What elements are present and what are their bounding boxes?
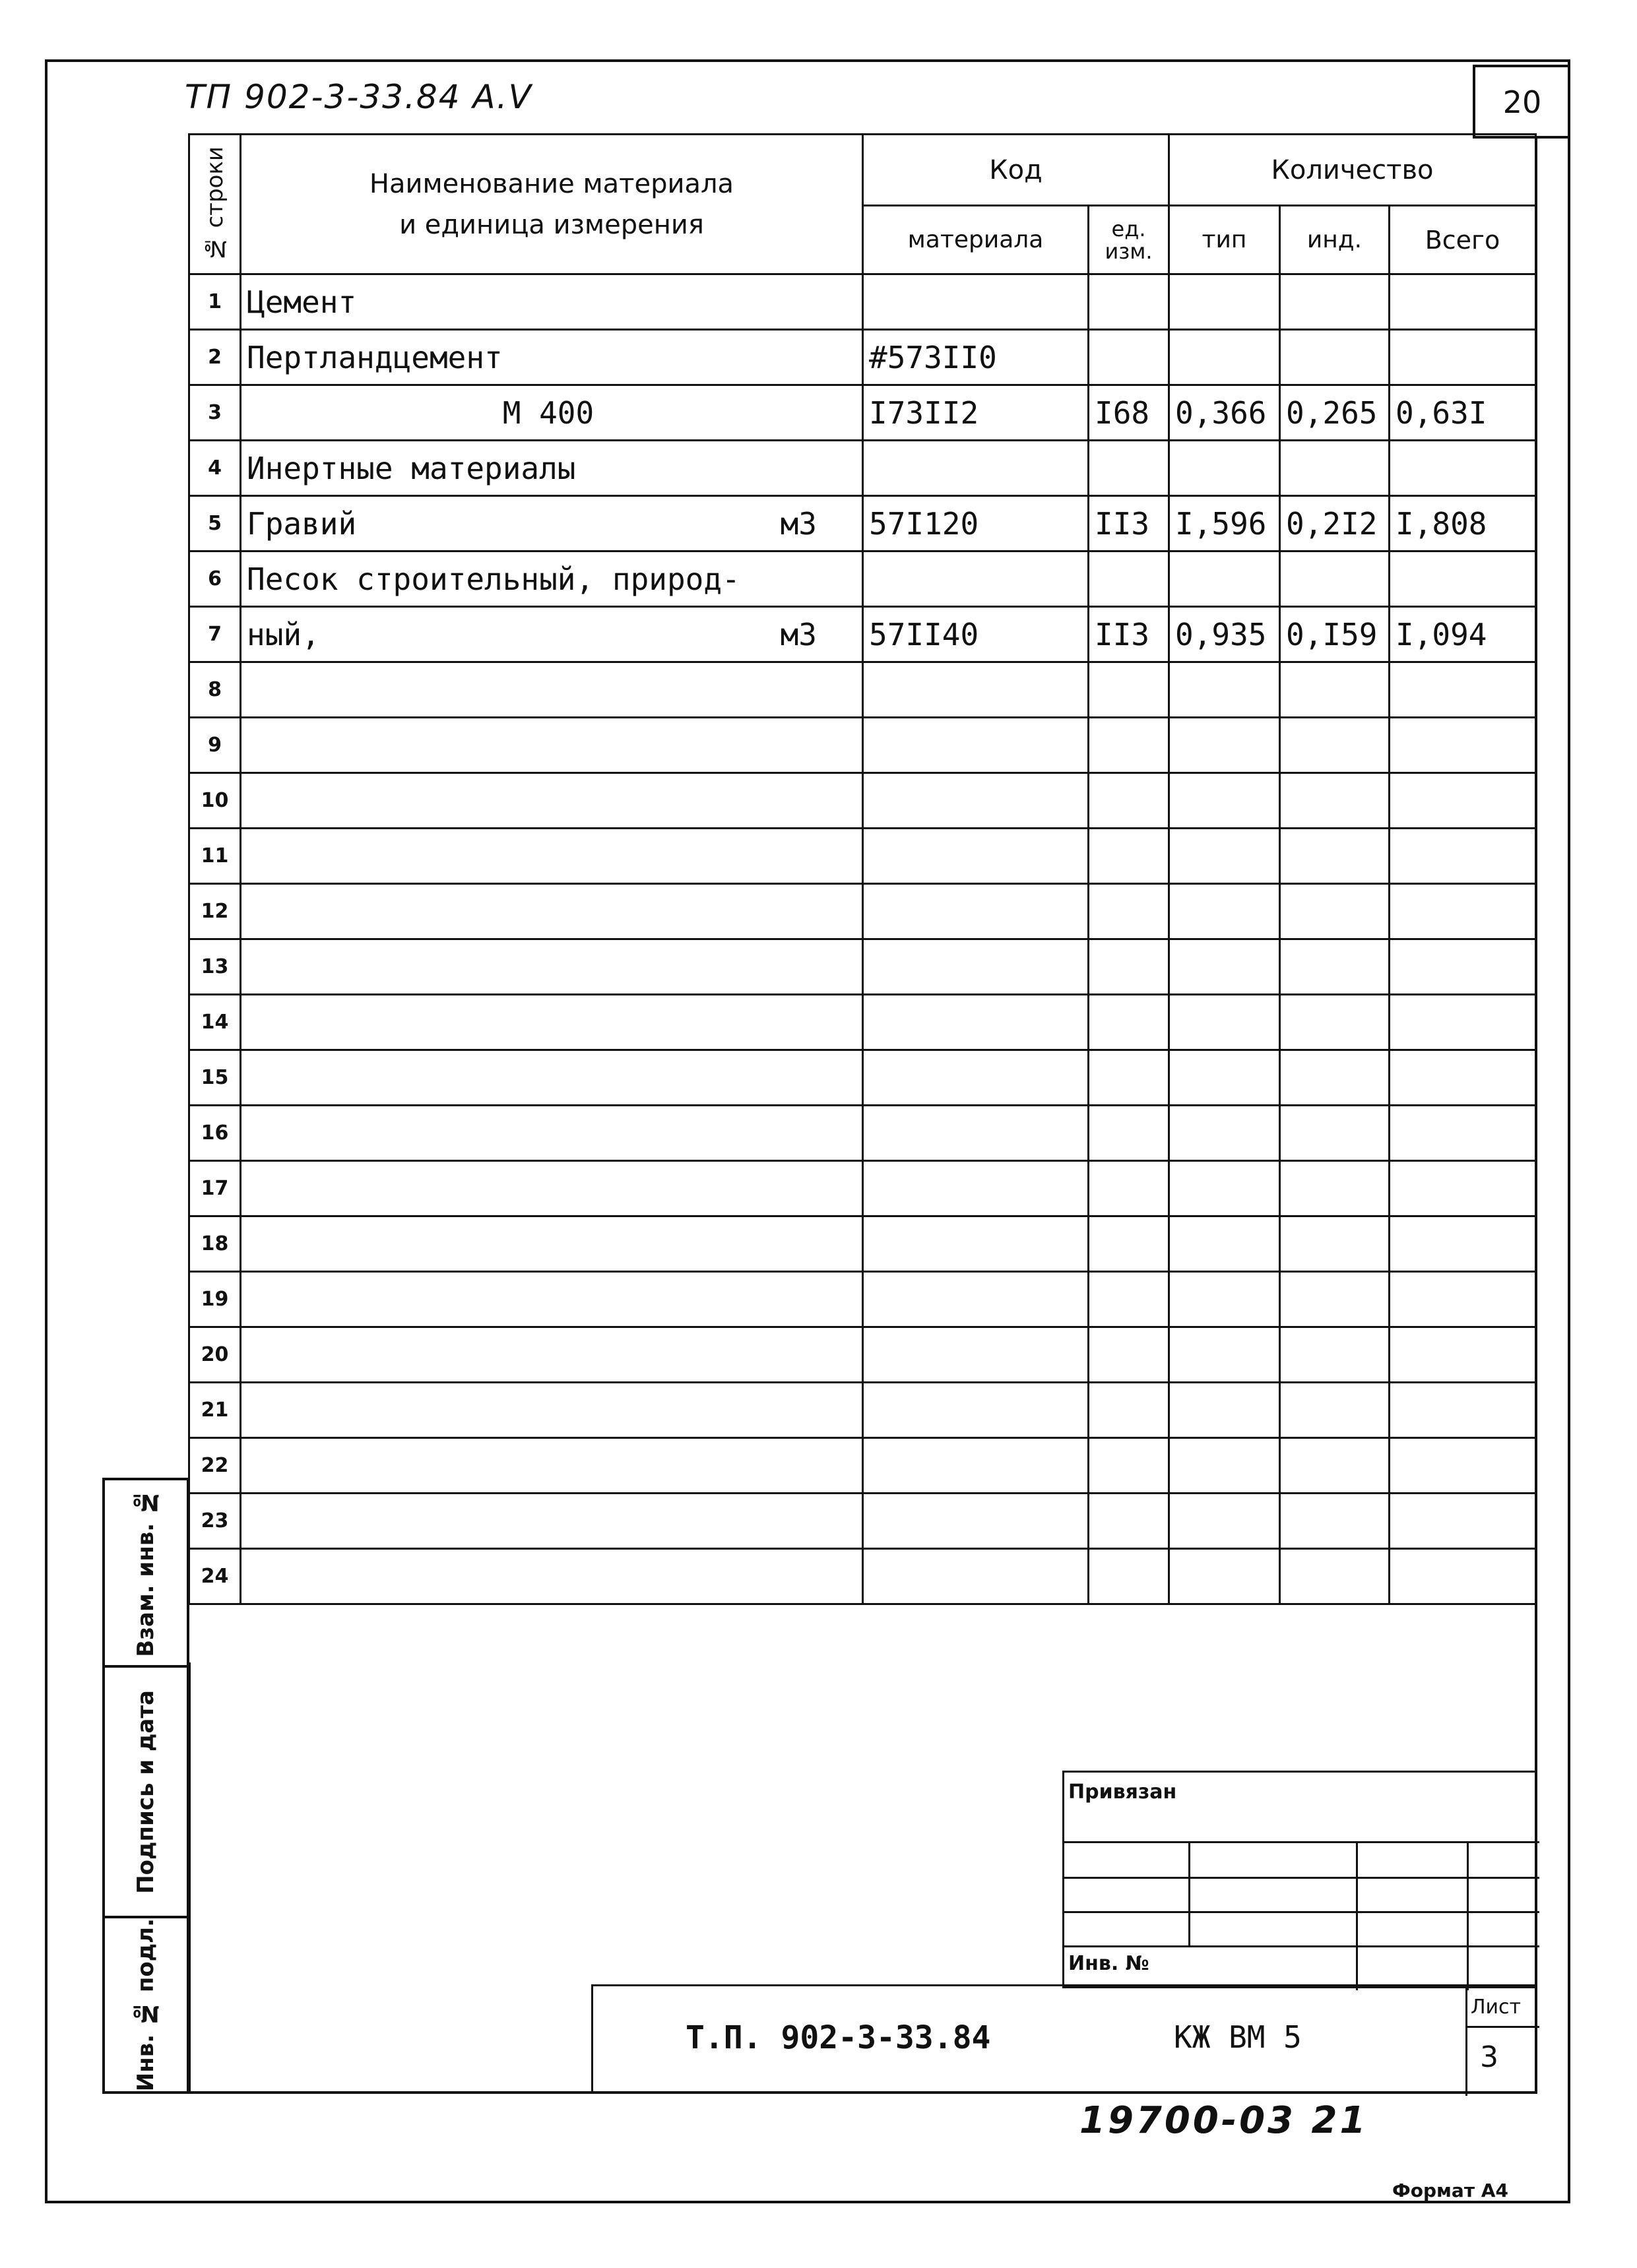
inv-podl-label: Инв. № подл.: [133, 1918, 159, 2092]
row-number: 3: [189, 385, 241, 441]
material-name-text: Песок строительный, природ-: [247, 561, 740, 597]
vzam-inv-label: Взам. инв. №: [133, 1488, 159, 1657]
qty-type: 0,935: [1169, 607, 1280, 662]
table-row: [189, 718, 1536, 773]
frame-right: [1568, 59, 1570, 2203]
table-row: [189, 1216, 1536, 1272]
inv-no-label: Инв. №: [1068, 1952, 1149, 1975]
qty-total: [1390, 330, 1536, 385]
qty-total: [1390, 441, 1536, 496]
material-code: [863, 1494, 1089, 1549]
material-code: [863, 939, 1089, 995]
table-row: [189, 385, 1536, 441]
qty-type: 0,366: [1169, 385, 1280, 441]
sheet-number: 20: [1502, 84, 1542, 120]
qty-total: [1390, 1161, 1536, 1216]
qty-ind: [1280, 1216, 1390, 1272]
material-code: [863, 441, 1089, 496]
material-name-text: ный,: [247, 616, 320, 652]
qty-type: I,596: [1169, 496, 1280, 551]
table-row: [189, 829, 1536, 884]
material-name: [241, 1272, 863, 1327]
row-number: 24: [189, 1549, 241, 1604]
material-name-text: M 400: [247, 394, 594, 431]
material-code: I73II2: [863, 385, 1089, 441]
unit-code: [1089, 1216, 1169, 1272]
material-code: [863, 995, 1089, 1050]
qty-ind: [1280, 1161, 1390, 1216]
qty-ind: [1280, 829, 1390, 884]
material-unit-text: [817, 451, 856, 486]
frame-left: [45, 59, 48, 2203]
unit-code: [1089, 1161, 1169, 1216]
material-name: [241, 274, 863, 330]
qty-total: [1390, 995, 1536, 1050]
qty-type: [1169, 1494, 1280, 1549]
unit-code: [1089, 995, 1169, 1050]
table-row: [189, 773, 1536, 829]
material-unit-text: [817, 561, 856, 597]
header-quantity: Количество: [1169, 135, 1536, 206]
privyazan-label: Привязан: [1068, 1780, 1177, 1804]
material-unit-text: [817, 395, 856, 431]
header-code: ТП 902-3-33.84 А.Ⅴ: [185, 78, 532, 116]
row-number: 23: [189, 1494, 241, 1549]
material-name: [241, 385, 863, 441]
qty-ind: [1280, 1383, 1390, 1438]
qty-ind: [1280, 551, 1390, 607]
material-code: [863, 773, 1089, 829]
row-number: 14: [189, 995, 241, 1050]
material-name: [241, 441, 863, 496]
material-name: [241, 939, 863, 995]
material-code: [863, 1161, 1089, 1216]
sheet-label: Лист: [1471, 1996, 1522, 2019]
row-number: 5: [189, 496, 241, 551]
qty-type: [1169, 1438, 1280, 1494]
qty-total: [1390, 551, 1536, 607]
row-number: 4: [189, 441, 241, 496]
qty-total: [1390, 1438, 1536, 1494]
material-code: [863, 662, 1089, 718]
qty-ind: [1280, 1272, 1390, 1327]
material-code: [863, 1272, 1089, 1327]
material-unit-text: м3: [780, 616, 817, 652]
row-number: 20: [189, 1327, 241, 1383]
material-code: [863, 274, 1089, 330]
row-number: 7: [189, 607, 241, 662]
material-name: [241, 1549, 863, 1604]
row-number: 19: [189, 1272, 241, 1327]
qty-total: [1390, 829, 1536, 884]
table-row: [189, 496, 1536, 551]
frame-top: [45, 59, 1570, 62]
material-name: [241, 1050, 863, 1106]
material-code: 57I120: [863, 496, 1089, 551]
qty-total: [1390, 884, 1536, 939]
material-name: [241, 829, 863, 884]
header-row-number: № строки: [189, 135, 241, 274]
table-row: [189, 1272, 1536, 1327]
header-qty-type: тип: [1169, 206, 1280, 274]
materials-table: [188, 133, 1537, 1605]
qty-total: I,094: [1390, 607, 1536, 662]
qty-total: [1390, 1327, 1536, 1383]
qty-type: [1169, 995, 1280, 1050]
unit-code: [1089, 718, 1169, 773]
table-row: [189, 274, 1536, 330]
qty-ind: [1280, 330, 1390, 385]
material-name-text: Инертные материалы: [247, 450, 576, 486]
qty-type: [1169, 939, 1280, 995]
qty-ind: [1280, 718, 1390, 773]
format-label: Формат А4: [1392, 2180, 1508, 2201]
material-code: [863, 1383, 1089, 1438]
material-name: [241, 718, 863, 773]
row-number: 16: [189, 1106, 241, 1161]
row-number: 1: [189, 274, 241, 330]
qty-total: [1390, 1272, 1536, 1327]
qty-total: I,808: [1390, 496, 1536, 551]
material-code: [863, 1216, 1089, 1272]
qty-total: [1390, 1106, 1536, 1161]
material-name: [241, 1438, 863, 1494]
material-name: [241, 607, 863, 662]
header-code: Код: [863, 135, 1169, 206]
material-code: [863, 551, 1089, 607]
qty-ind: [1280, 662, 1390, 718]
row-number: 10: [189, 773, 241, 829]
qty-type: [1169, 718, 1280, 773]
qty-ind: [1280, 1327, 1390, 1383]
qty-type: [1169, 1050, 1280, 1106]
qty-type: [1169, 441, 1280, 496]
material-code: 57II40: [863, 607, 1089, 662]
header-name-line2: и единица измерения: [399, 209, 704, 240]
unit-code: [1089, 829, 1169, 884]
qty-total: [1390, 1216, 1536, 1272]
inv-podl-box: [102, 1916, 189, 2094]
material-code: [863, 1549, 1089, 1604]
qty-ind: 0,265: [1280, 385, 1390, 441]
table-row: [189, 1161, 1536, 1216]
qty-total: [1390, 939, 1536, 995]
material-name-text: Цемент: [247, 284, 357, 320]
unit-code: [1089, 662, 1169, 718]
doc-code: КЖ ВМ 5: [1174, 2019, 1302, 2055]
qty-type: [1169, 662, 1280, 718]
unit-code: [1089, 884, 1169, 939]
unit-code: I68: [1089, 385, 1169, 441]
table-row: [189, 1549, 1536, 1604]
qty-ind: [1280, 1438, 1390, 1494]
sheet-value: 3: [1480, 2040, 1498, 2074]
qty-ind: [1280, 1549, 1390, 1604]
qty-ind: [1280, 939, 1390, 995]
qty-total: [1390, 662, 1536, 718]
table-row: [189, 1327, 1536, 1383]
table-row: [189, 1438, 1536, 1494]
qty-ind: [1280, 274, 1390, 330]
table-row: [189, 995, 1536, 1050]
table-bottom-extension: [188, 1662, 191, 2094]
qty-type: [1169, 829, 1280, 884]
material-name: [241, 884, 863, 939]
row-number: 22: [189, 1438, 241, 1494]
qty-total: [1390, 773, 1536, 829]
row-number: 9: [189, 718, 241, 773]
qty-total: [1390, 1494, 1536, 1549]
row-number: 6: [189, 551, 241, 607]
material-name: [241, 1494, 863, 1549]
vzam-inv-box: [102, 1478, 189, 1668]
header-name-line1: Наименование материала: [369, 168, 734, 199]
project-code: Т.П. 902-3-33.84: [686, 2019, 991, 2056]
unit-code: [1089, 330, 1169, 385]
material-unit-text: м3: [780, 505, 817, 542]
qty-ind: 0,2I2: [1280, 496, 1390, 551]
material-code: [863, 1327, 1089, 1383]
material-code: [863, 829, 1089, 884]
qty-type: [1169, 1383, 1280, 1438]
table-row: [189, 330, 1536, 385]
qty-type: [1169, 1106, 1280, 1161]
row-number: 2: [189, 330, 241, 385]
row-number: 15: [189, 1050, 241, 1106]
material-code: #573II0: [863, 330, 1089, 385]
header-code-material: материала: [863, 206, 1089, 274]
unit-code: II3: [1089, 496, 1169, 551]
qty-ind: 0,I59: [1280, 607, 1390, 662]
qty-ind: [1280, 1494, 1390, 1549]
qty-ind: [1280, 884, 1390, 939]
qty-type: [1169, 1216, 1280, 1272]
material-name: [241, 1106, 863, 1161]
row-number: 21: [189, 1383, 241, 1438]
header-qty-ind: инд.: [1280, 206, 1390, 274]
row-number: 8: [189, 662, 241, 718]
qty-type: [1169, 1327, 1280, 1383]
material-unit-text: [817, 284, 856, 320]
header-code-unit: ед. изм.: [1089, 206, 1169, 274]
material-unit-text: [817, 340, 856, 375]
qty-ind: [1280, 441, 1390, 496]
qty-type: [1169, 1161, 1280, 1216]
table-row: [189, 441, 1536, 496]
material-code: [863, 1106, 1089, 1161]
unit-code: [1089, 274, 1169, 330]
row-number: 18: [189, 1216, 241, 1272]
qty-type: [1169, 274, 1280, 330]
unit-code: [1089, 773, 1169, 829]
unit-code: II3: [1089, 607, 1169, 662]
material-name: [241, 773, 863, 829]
unit-code: [1089, 1494, 1169, 1549]
material-name: [241, 1383, 863, 1438]
unit-code: [1089, 1272, 1169, 1327]
qty-ind: [1280, 1050, 1390, 1106]
unit-code: [1089, 551, 1169, 607]
qty-ind: [1280, 995, 1390, 1050]
title-block: [591, 1984, 1537, 2094]
unit-code: [1089, 441, 1169, 496]
material-name-text: Гравий: [247, 505, 357, 542]
row-number: 11: [189, 829, 241, 884]
unit-code: [1089, 939, 1169, 995]
unit-code: [1089, 1106, 1169, 1161]
material-name: [241, 995, 863, 1050]
table-row: [189, 1050, 1536, 1106]
material-name: [241, 662, 863, 718]
material-code: [863, 1438, 1089, 1494]
qty-type: [1169, 773, 1280, 829]
table-row: [189, 1106, 1536, 1161]
sheet-number-box: [1473, 65, 1569, 137]
qty-total: [1390, 1549, 1536, 1604]
material-name: [241, 1327, 863, 1383]
podpis-data-label: Подпись и дата: [133, 1689, 159, 1894]
qty-type: [1169, 551, 1280, 607]
row-number: 12: [189, 884, 241, 939]
material-code: [863, 1050, 1089, 1106]
header-name: [241, 135, 863, 274]
unit-code: [1089, 1383, 1169, 1438]
row-number: 17: [189, 1161, 241, 1216]
material-name-text: Пертландцемент: [247, 339, 503, 375]
qty-ind: [1280, 773, 1390, 829]
material-name: [241, 1161, 863, 1216]
qty-type: [1169, 1549, 1280, 1604]
unit-code: [1089, 1438, 1169, 1494]
table-row: [189, 1494, 1536, 1549]
qty-type: [1169, 1272, 1280, 1327]
material-code: [863, 718, 1089, 773]
unit-code: [1089, 1050, 1169, 1106]
material-code: [863, 884, 1089, 939]
material-name: [241, 330, 863, 385]
privyazan-block: [1062, 1771, 1537, 1988]
qty-type: [1169, 330, 1280, 385]
qty-total: [1390, 1383, 1536, 1438]
material-name: [241, 1216, 863, 1272]
material-name: [241, 551, 863, 607]
qty-total: [1390, 1050, 1536, 1106]
footer-number: 19700-03 21: [1079, 2099, 1368, 2142]
table-row: [189, 1383, 1536, 1438]
row-number: 13: [189, 939, 241, 995]
table-row: [189, 551, 1536, 607]
material-name: [241, 496, 863, 551]
qty-total: [1390, 274, 1536, 330]
qty-type: [1169, 884, 1280, 939]
qty-ind: [1280, 1106, 1390, 1161]
podpis-data-box: [102, 1665, 189, 1918]
header-qty-total: Всего: [1390, 206, 1536, 274]
qty-total: 0,63I: [1390, 385, 1536, 441]
table-row: [189, 607, 1536, 662]
table-row: [189, 662, 1536, 718]
unit-code: [1089, 1549, 1169, 1604]
unit-code: [1089, 1327, 1169, 1383]
qty-total: [1390, 718, 1536, 773]
frame-bottom: [45, 2201, 1570, 2203]
table-row: [189, 884, 1536, 939]
table-row: [189, 939, 1536, 995]
